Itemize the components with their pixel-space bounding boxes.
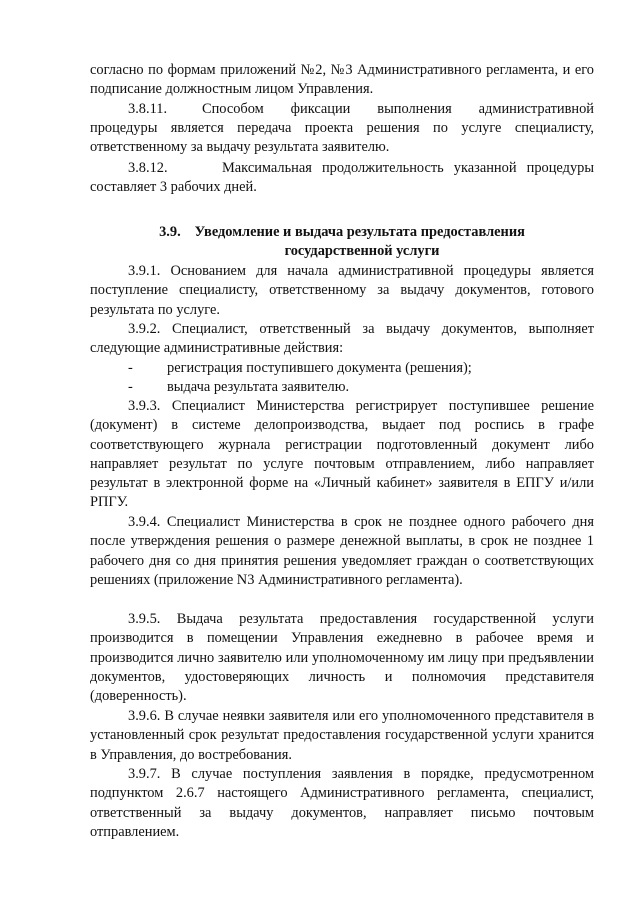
section-number: 3.9. [159,224,181,240]
paragraph-3-8-12-rest: составляет 3 рабочих дней. [90,179,257,195]
list-dash: - [128,360,133,376]
list-item-text: выдача результата заявителю. [167,379,350,395]
section-heading [90,223,594,242]
paragraph-3-9-1: 3.9.1. Основанием для начала административной процедуры является поступление специалисту, ответственному за выдачу документов, готового результата по услуге. [90,263,594,318]
list-item-text: регистрация поступившего документа (решения); [167,360,472,376]
paragraph-3-9-6: 3.9.6. В случае неявки заявителя или его уполномоченного представителя в установленный срок результат предоставления государственной услуги хранится в Управления, до востребования. [90,708,594,763]
paragraph-number: 3.8.11. [128,101,168,117]
list-dash: - [128,379,133,395]
section-title-line-2: государственной услуги [284,243,440,259]
section-title-line-1: Уведомление и выдача результата предоставления [194,224,525,240]
paragraph-3-9-2: 3.9.2. Специалист, ответственный за выдачу документов, выполняет следующие административные действия: [90,321,594,357]
paragraph-3-9-7: 3.9.7. В случае поступления заявления в порядке, предусмотренном подпунктом 2.6.7 настоящего Административного регламента, специалист, ответственный за выдачу документов, направляет письмо почтовым отправлением. [90,766,594,840]
paragraph-text: Способом фиксации выполнения административной [202,101,594,117]
paragraph-3-9-5: 3.9.5. Выдача результата предоставления государственной услуги производится в помещении Управления ежедневно в рабочее время и производится лично заявителю или уполномоченному им лицу при предъявлении документов, удостоверяющих личность и полномочия представителя (доверенность). [90,611,594,705]
paragraph-3-9-3: 3.9.3. Специалист Министерства регистрирует поступившее решение (документ) в системе делопроизводства, выдает под роспись в графе соответствующего журнала регистрации подготовленный документ либо направляет результат по услуге почтовым отправлением, либо направляет результат в электронной форме на «Личный кабинет» заявителя в ЕПГУ и/или РПГУ. [90,398,594,511]
paragraph-continuation: согласно по формам приложений №2, №3 Административного регламента, и его подписание должностным лицом Управления. [90,62,594,98]
paragraph-number: 3.8.12. [128,160,168,176]
paragraph-text: Максимальная продолжительность указанной процедуры [222,160,594,176]
paragraph-3-9-4: 3.9.4. Специалист Министерства в срок не позднее одного рабочего дня после утверждения решения о размере денежной выплаты, в срок не позднее 1 рабочего дня со дня принятия решения уведомляет граждан о соответствующих решениях (приложение N3 Административного регламента). [90,514,594,588]
paragraph-3-8-11-rest: процедуры является передача проекта решения по услуге специалисту, ответственному за выдачу результата заявителю. [90,120,594,156]
